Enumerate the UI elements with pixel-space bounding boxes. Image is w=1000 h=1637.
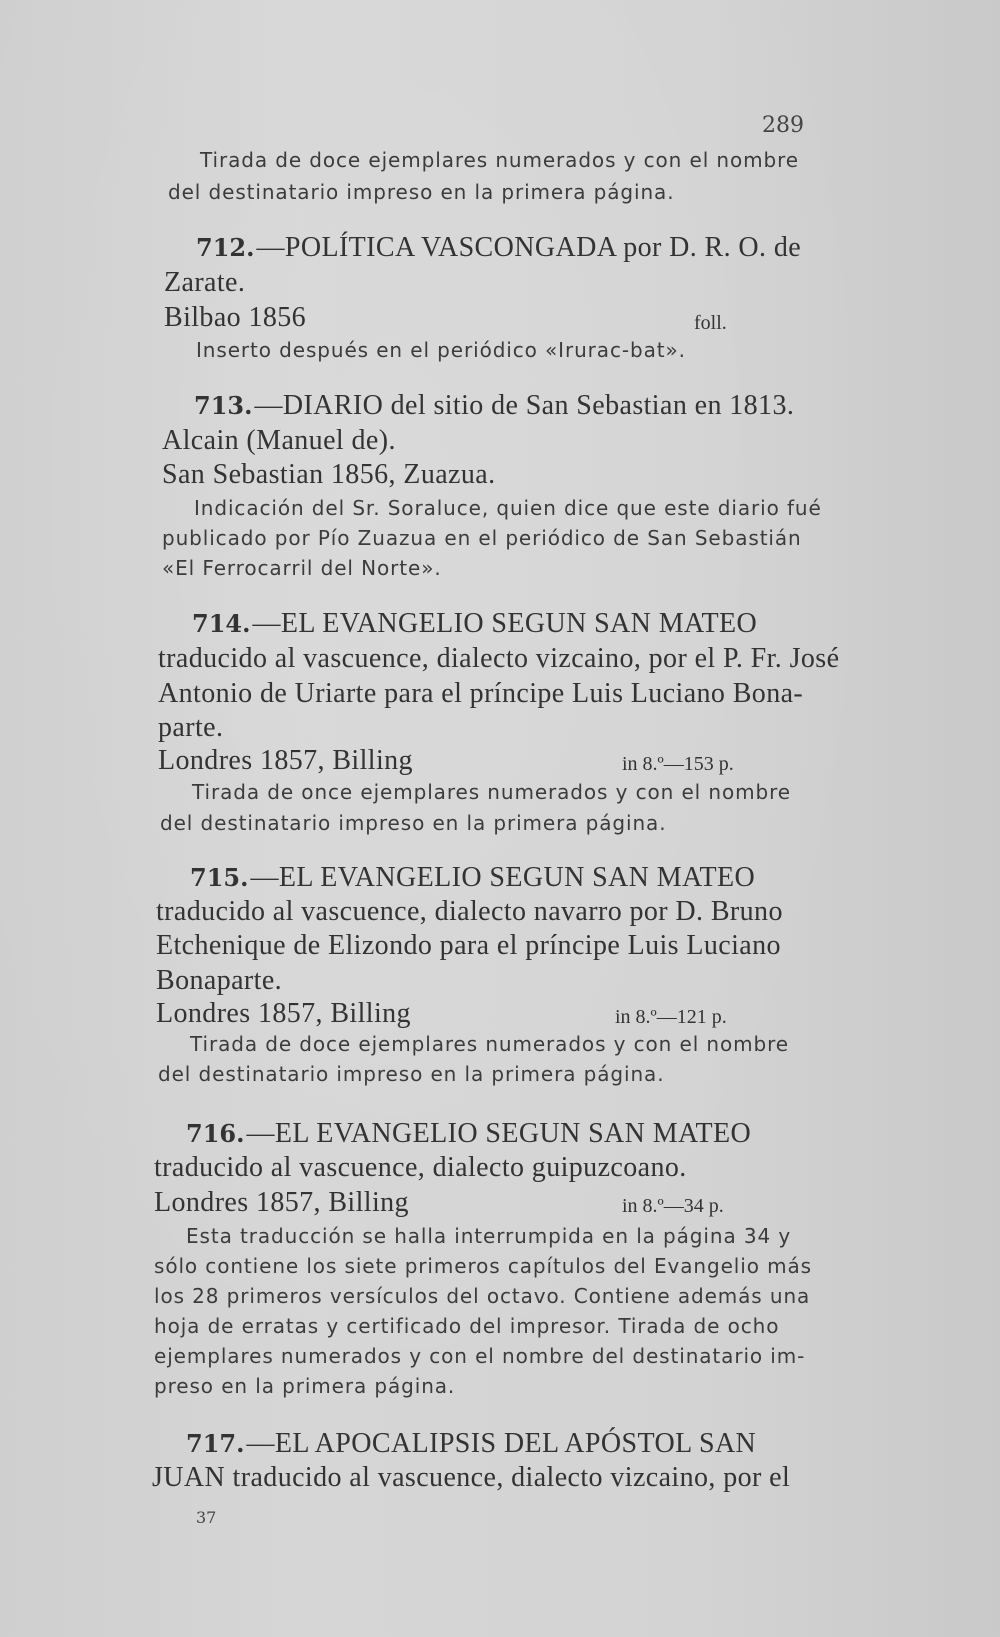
entry-title: —EL EVANGELIO SEGUN SAN MATEO: [252, 608, 758, 639]
entry-number: 716.: [186, 1119, 245, 1148]
entry-note: sólo contiene los siete primeros capítulos del Evangelio más: [154, 1254, 812, 1278]
entry-format: in 8.º—121 p.: [615, 1006, 727, 1028]
entry-title: —EL EVANGELIO SEGUN SAN MATEO: [246, 1118, 752, 1149]
entry-note: los 28 primeros versículos del octavo. Contiene además una: [154, 1284, 811, 1308]
entry-title-continuation: Bonaparte.: [156, 965, 283, 996]
entry-title-continuation: traducido al vascuence, dialecto guipuzcoano.: [154, 1152, 687, 1183]
intro-line: del destinatario impreso en la primera página.: [168, 180, 675, 204]
entry-format: foll.: [694, 312, 727, 334]
entry-number: 712.: [196, 233, 255, 262]
entry-imprint: Bilbao 1856: [164, 302, 307, 333]
entry-format: in 8.º—153 p.: [622, 753, 734, 775]
entry-title: —EL APOCALIPSIS DEL APÓSTOL SAN: [246, 1428, 757, 1459]
entry-712-title: [196, 232, 801, 264]
entry-note: hoja de erratas y certificado del impresor. Tirada de ocho: [154, 1314, 780, 1338]
entry-note: del destinatario impreso en la primera página.: [158, 1062, 665, 1086]
entry-note: preso en la primera página.: [154, 1374, 456, 1398]
entry-note: ejemplares numerados y con el nombre del destinatario im-: [154, 1344, 806, 1368]
entry-716-title: [186, 1118, 751, 1150]
entry-title-continuation: Zarate.: [164, 267, 246, 298]
entry-imprint: Londres 1857, Billing: [156, 998, 411, 1029]
entry-title: —EL EVANGELIO SEGUN SAN MATEO: [250, 862, 756, 893]
entry-title-continuation: traducido al vascuence, dialecto vizcaino, por el P. Fr. José: [158, 643, 840, 674]
entry-title-continuation: JUAN traducido al vascuence, dialecto vizcaino, por el: [152, 1462, 791, 1493]
entry-title-continuation: traducido al vascuence, dialecto navarro por D. Bruno: [156, 896, 783, 927]
entry-715-title: [190, 862, 755, 894]
entry-title-continuation: Etchenique de Elizondo para el príncipe Luis Luciano: [156, 930, 781, 961]
entry-title: —DIARIO del sitio de San Sebastian en 1813.: [254, 390, 795, 421]
entry-number: 715.: [190, 863, 249, 892]
entry-714-title: [192, 608, 757, 640]
entry-number: 714.: [192, 609, 251, 638]
page-number: 289: [762, 113, 804, 138]
entry-imprint: Londres 1857, Billing: [154, 1187, 409, 1218]
intro-line: Tirada de doce ejemplares numerados y con el nombre: [200, 148, 799, 172]
entry-note: Inserto después en el periódico «Irurac-bat».: [196, 338, 686, 362]
entry-imprint: San Sebastian 1856, Zuazua.: [162, 459, 496, 490]
entry-title-continuation: parte.: [158, 712, 224, 743]
signature-mark: 37: [196, 1508, 217, 1527]
entry-note: Tirada de doce ejemplares numerados y con el nombre: [190, 1032, 789, 1056]
entry-note: Esta traducción se halla interrumpida en la página 34 y: [186, 1224, 792, 1248]
entry-title-continuation: Alcain (Manuel de).: [162, 425, 396, 456]
entry-note: publicado por Pío Zuazua en el periódico de San Sebastián: [162, 526, 802, 550]
entry-title: —POLÍTICA VASCONGADA por D. R. O. de: [256, 232, 802, 263]
entry-imprint: Londres 1857, Billing: [158, 745, 413, 776]
entry-title-continuation: Antonio de Uriarte para el príncipe Luis Luciano Bona-: [158, 678, 804, 709]
entry-note: Tirada de once ejemplares numerados y con el nombre: [192, 780, 791, 804]
entry-number: 717.: [186, 1429, 245, 1458]
entry-note: «El Ferrocarril del Norte».: [162, 556, 442, 580]
entry-note: Indicación del Sr. Soraluce, quien dice que este diario fué: [194, 496, 822, 520]
entry-number: 713.: [194, 391, 253, 420]
entry-format: in 8.º—34 p.: [622, 1195, 724, 1217]
entry-717-title: [186, 1428, 756, 1460]
entry-713-title: [194, 390, 794, 422]
entry-note: del destinatario impreso en la primera página.: [160, 811, 667, 835]
